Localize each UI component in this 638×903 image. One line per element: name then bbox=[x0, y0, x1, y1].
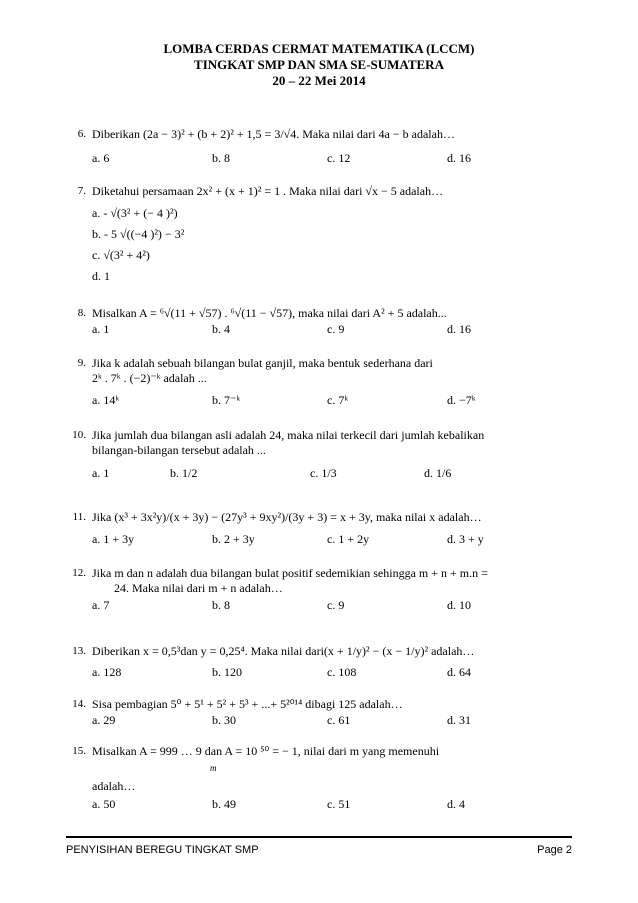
question-15 bbox=[72, 744, 562, 811]
option-c: c. 51 bbox=[327, 797, 351, 811]
option-d: d. 64 bbox=[447, 665, 471, 679]
option-c: c. 61 bbox=[327, 713, 351, 727]
option-b: b. 1/2 bbox=[170, 466, 198, 480]
option-d: d. 1/6 bbox=[424, 466, 452, 480]
question-text-line-1: Jika k adalah sebuah bilangan bulat ganjil, maka bentuk sederhana dari bbox=[92, 356, 433, 370]
header-date: 20 – 22 Mei 2014 bbox=[272, 73, 366, 88]
option-b: b. 2 + 3y bbox=[212, 532, 255, 546]
question-number: 14. bbox=[72, 698, 86, 710]
option-b: b. 4 bbox=[212, 322, 230, 336]
question-text: Diberikan x = 0,5³dan y = 0,25⁴. Maka nilai dari(x + 1/y)² − (x − 1/y)² adalah… bbox=[92, 644, 475, 658]
question-number: 11. bbox=[72, 511, 86, 523]
question-11 bbox=[72, 510, 562, 546]
option-d: d. 1 bbox=[92, 269, 110, 283]
question-number: 7. bbox=[77, 185, 86, 197]
question-text-line-2: adalah… bbox=[92, 779, 136, 793]
option-a: a. 50 bbox=[92, 797, 116, 811]
option-c: c. 9 bbox=[327, 598, 345, 612]
question-12 bbox=[72, 566, 562, 612]
question-8 bbox=[77, 306, 562, 336]
option-c: c. 108 bbox=[327, 665, 357, 679]
option-d: d. 16 bbox=[447, 151, 471, 165]
header-title: LOMBA CERDAS CERMAT MATEMATIKA (LCCM) bbox=[163, 41, 475, 56]
question-text: Misalkan A = 999 … 9 dan A = 10 ⁵⁰ = − 1, nilai dari m yang memenuhi bbox=[92, 744, 440, 758]
option-c: c. 7ᵏ bbox=[327, 393, 349, 407]
question-text-line-1: Jika jumlah dua bilangan asli adalah 24, maka nilai terkecil dari jumlah kebalikan bbox=[92, 428, 485, 442]
option-b: b. - 5 √((−4 )²) − 3² bbox=[92, 227, 185, 241]
option-a: a. 14ᵏ bbox=[92, 393, 120, 407]
question-text-line-2: 2ᵏ . 7ᵏ . (−2)⁻ᵏ adalah ... bbox=[92, 371, 207, 385]
underbrace-subscript: m bbox=[210, 763, 217, 773]
question-10 bbox=[72, 428, 562, 480]
question-number: 12. bbox=[72, 567, 86, 579]
option-d: d. 31 bbox=[447, 713, 471, 727]
question-9 bbox=[77, 356, 562, 407]
option-d: d. −7ᵏ bbox=[447, 393, 476, 407]
option-a: a. 1 bbox=[92, 322, 110, 336]
question-text-line-2: 24. Maka nilai dari m + n adalah… bbox=[114, 581, 283, 595]
option-d: d. 3 + y bbox=[447, 532, 484, 546]
option-c: c. 1/3 bbox=[310, 466, 337, 480]
option-b: b. 49 bbox=[212, 797, 236, 811]
option-a: a. - √(3² + (− 4 )²) bbox=[92, 206, 178, 220]
question-number: 9. bbox=[77, 357, 86, 369]
header-subtitle: TINGKAT SMP DAN SMA SE-SUMATERA bbox=[194, 57, 444, 72]
option-d: d. 10 bbox=[447, 598, 471, 612]
option-c: c. √(3² + 4²) bbox=[92, 248, 150, 262]
question-number: 10. bbox=[72, 429, 86, 441]
option-b: b. 120 bbox=[212, 665, 242, 679]
page-footer bbox=[66, 836, 572, 856]
page-number: Page 2 bbox=[537, 844, 572, 856]
option-d: d. 16 bbox=[447, 322, 471, 336]
question-text: Sisa pembagian 5⁰ + 5¹ + 5² + 5³ + ...+ 5²⁰¹⁴ dibagi 125 adalah… bbox=[92, 697, 403, 711]
question-text-line-2: bilangan-bilangan tersebut adalah ... bbox=[92, 443, 266, 457]
option-b: b. 7⁻ᵏ bbox=[212, 393, 241, 407]
options bbox=[92, 206, 184, 290]
question-number: 6. bbox=[77, 128, 86, 140]
question-6 bbox=[77, 127, 562, 165]
option-c: c. 12 bbox=[327, 151, 351, 165]
question-text: Diberikan (2a − 3)² + (b + 2)² + 1,5 = 3/√4. Maka nilai dari 4a − b adalah… bbox=[92, 127, 455, 141]
option-b: b. 8 bbox=[212, 151, 230, 165]
question-text: Jika (x³ + 3x²y)/(x + 3y) − (27y³ + 9xy²)/(3y + 3) = x + 3y, maka nilai x adalah… bbox=[92, 510, 482, 524]
question-number: 8. bbox=[77, 307, 86, 319]
option-a: a. 29 bbox=[92, 713, 116, 727]
question-7 bbox=[77, 184, 562, 283]
option-b: b. 30 bbox=[212, 713, 236, 727]
question-14 bbox=[72, 697, 562, 727]
footer-title: PENYISIHAN BEREGU TINGKAT SMP bbox=[66, 844, 259, 856]
option-a: a. 7 bbox=[92, 598, 110, 612]
question-text: Diketahui persamaan 2x² + (x + 1)² = 1 . Maka nilai dari √x − 5 adalah… bbox=[92, 184, 444, 198]
option-d: d. 4 bbox=[447, 797, 465, 811]
question-number: 15. bbox=[72, 745, 86, 757]
question-number: 13. bbox=[72, 645, 86, 657]
question-text-line-1: Jika m dan n adalah dua bilangan bulat positif sedemikian sehingga m + n + m.n = bbox=[92, 566, 488, 580]
question-13 bbox=[72, 644, 562, 679]
option-a: a. 6 bbox=[92, 151, 110, 165]
option-c: c. 1 + 2y bbox=[327, 532, 370, 546]
option-c: c. 9 bbox=[327, 322, 345, 336]
option-b: b. 8 bbox=[212, 598, 230, 612]
option-a: a. 1 + 3y bbox=[92, 532, 135, 546]
option-a: a. 128 bbox=[92, 665, 122, 679]
option-a: a. 1 bbox=[92, 466, 110, 480]
question-text: Misalkan A = ⁶√(11 + √57) . ⁶√(11 − √57), maka nilai dari A² + 5 adalah... bbox=[92, 306, 447, 320]
